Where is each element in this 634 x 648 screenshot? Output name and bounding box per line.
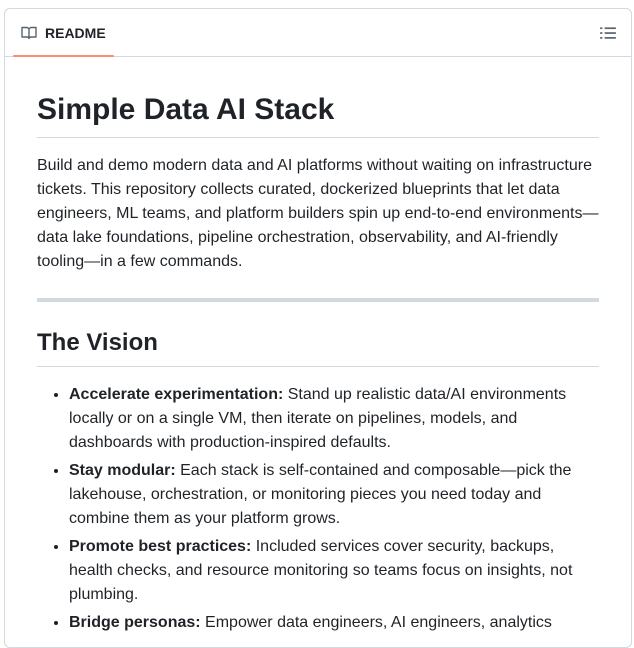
intro-paragraph: Build and demo modern data and AI platforms without waiting on infrastructure tickets. This repository collects curated, dockerized blueprints that let data engineers, ML teams, and platform builders spin up end-to-end environments—data lake foundations, pipeline orchestration, observability, and AI-friendly tooling—in a few commands. — [37, 157, 599, 270]
book-icon — [21, 25, 37, 41]
item-text: Included services cover security, backups, health checks, and resource monitoring so teams focus on insights, not plumbing. — [69, 538, 573, 603]
readme-header — [5, 9, 631, 57]
item-text: Stand up realistic data/AI environments locally or on a single VM, then iterate on pipelines, models, and dashboards with production-inspired defaults. — [69, 386, 567, 451]
item-title: Promote best practices: — [69, 538, 252, 555]
readme-panel — [4, 8, 632, 648]
tab-readme-label: README — [45, 24, 106, 41]
list-item — [69, 535, 599, 607]
item-title: Bridge personas: — [69, 614, 201, 631]
section-heading-vision: The Vision — [37, 328, 599, 367]
list-item — [69, 611, 599, 635]
item-title: Stay modular: — [69, 462, 176, 479]
readme-content — [5, 91, 631, 635]
vision-list — [37, 383, 599, 635]
list-item — [69, 459, 599, 531]
list-item — [69, 383, 599, 455]
list-icon[interactable] — [599, 24, 617, 42]
item-title: Accelerate experimentation: — [69, 386, 284, 403]
item-text: Empower data engineers, AI engineers, analytics — [200, 614, 552, 631]
tab-readme[interactable] — [13, 9, 114, 56]
item-text: Each stack is self-contained and composable—pick the lakehouse, orchestration, or monitoring pieces you need today and combine them as your platform grows. — [69, 462, 572, 527]
page-title: Simple Data AI Stack — [37, 91, 599, 138]
divider — [37, 298, 599, 302]
